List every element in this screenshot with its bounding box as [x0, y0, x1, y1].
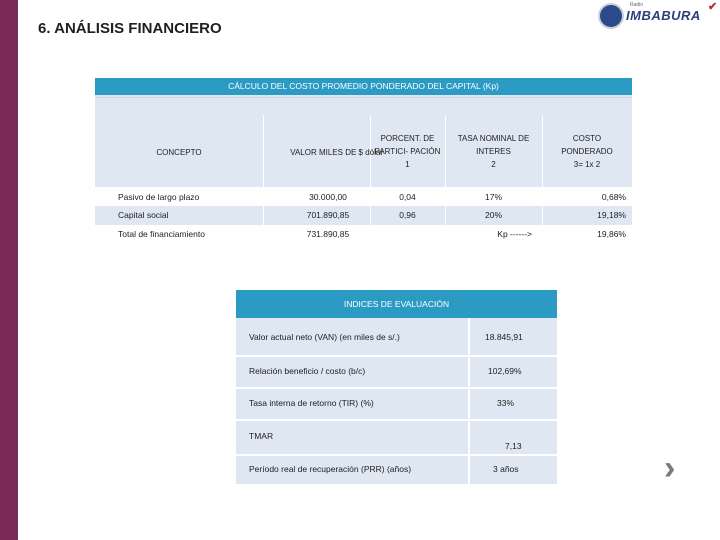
row-divider: [236, 419, 557, 421]
wacc-table-title: CÁLCULO DEL COSTO PROMEDIO PONDERADO DEL CAPITAL (Kp): [95, 78, 632, 95]
cell-valor: 701.890,85: [306, 210, 350, 220]
cell-concepto: Pasivo de largo plazo: [118, 192, 200, 202]
radio-imbabura-logo: [596, 2, 716, 30]
cell-valor: 30.000,00: [309, 192, 347, 202]
cell-concepto: Total de financiamiento: [118, 229, 205, 239]
row-divider: [236, 355, 557, 357]
cell-concepto: Capital social: [118, 210, 169, 220]
wacc-table-spacer: [95, 95, 632, 115]
cell-valor: 731.890,85: [306, 229, 350, 239]
header-costo-line1: COSTO: [572, 134, 602, 143]
logo-emblem-icon: [598, 3, 624, 29]
evaluation-label: Período real de recuperación (PRR) (años): [249, 464, 412, 474]
evaluation-value: 18.845,91: [485, 332, 523, 342]
table-row: [95, 206, 632, 225]
cell-porcent: 0,96: [399, 210, 416, 220]
logo-wordmark: IMBABURA: [626, 8, 701, 23]
table-row: [95, 225, 632, 244]
evaluation-value: 7,13: [505, 441, 522, 451]
evaluation-label: TMAR: [249, 431, 274, 441]
logo-check-icon: ✔: [708, 1, 718, 13]
side-accent-bar: [0, 0, 18, 540]
header-costo-line3: 3= 1x 2: [573, 160, 601, 169]
cell-costo: 19,86%: [597, 229, 626, 239]
header-porcent-line2: PARTICI- PACIÓN: [374, 147, 441, 156]
header-tasa-line2: INTERES: [476, 147, 511, 156]
cell-tasa: 20%: [484, 210, 502, 220]
evaluation-table-title: INDICES DE EVALUACIÓN: [236, 290, 557, 318]
header-costo: [542, 132, 632, 171]
evaluation-value: 102,69%: [488, 366, 522, 376]
cell-costo: 19,18%: [597, 210, 626, 220]
evaluation-value: 3 años: [493, 464, 519, 474]
header-tasa-line1: TASA NOMINAL DE: [457, 134, 530, 143]
evaluation-label: Tasa interna de retorno (TIR) (%): [249, 398, 374, 408]
chevron-right-icon[interactable]: ›: [664, 449, 676, 487]
evaluation-label: Relación beneficio / costo (b/c): [249, 366, 366, 376]
header-concepto: CONCEPTO: [156, 148, 202, 157]
page-title: 6. ANÁLISIS FINANCIERO: [38, 20, 222, 37]
evaluation-label: Valor actual neto (VAN) (en miles de s/.): [249, 332, 400, 342]
header-tasa: [445, 132, 542, 171]
wacc-table-header: [95, 115, 632, 187]
header-valor: VALOR MILES DE $ dólar: [290, 148, 383, 157]
header-tasa-line3: 2: [491, 160, 496, 169]
header-porcent-line3: 1: [405, 160, 410, 169]
row-divider: [236, 387, 557, 389]
cell-tasa: Kp ------>: [497, 229, 532, 239]
header-porcent-line1: PORCENT. DE: [380, 134, 435, 143]
header-costo-line2: PONDERADO: [561, 147, 613, 156]
cell-costo: 0,68%: [601, 192, 626, 202]
table-row: [95, 187, 632, 206]
header-porcent: [370, 132, 445, 171]
logo-sub-text: Radio: [630, 2, 644, 8]
cell-porcent: 0,04: [399, 192, 416, 202]
cell-tasa: 17%: [484, 192, 502, 202]
row-divider: [236, 454, 557, 456]
column-divider: [468, 318, 470, 484]
evaluation-value: 33%: [497, 398, 515, 408]
